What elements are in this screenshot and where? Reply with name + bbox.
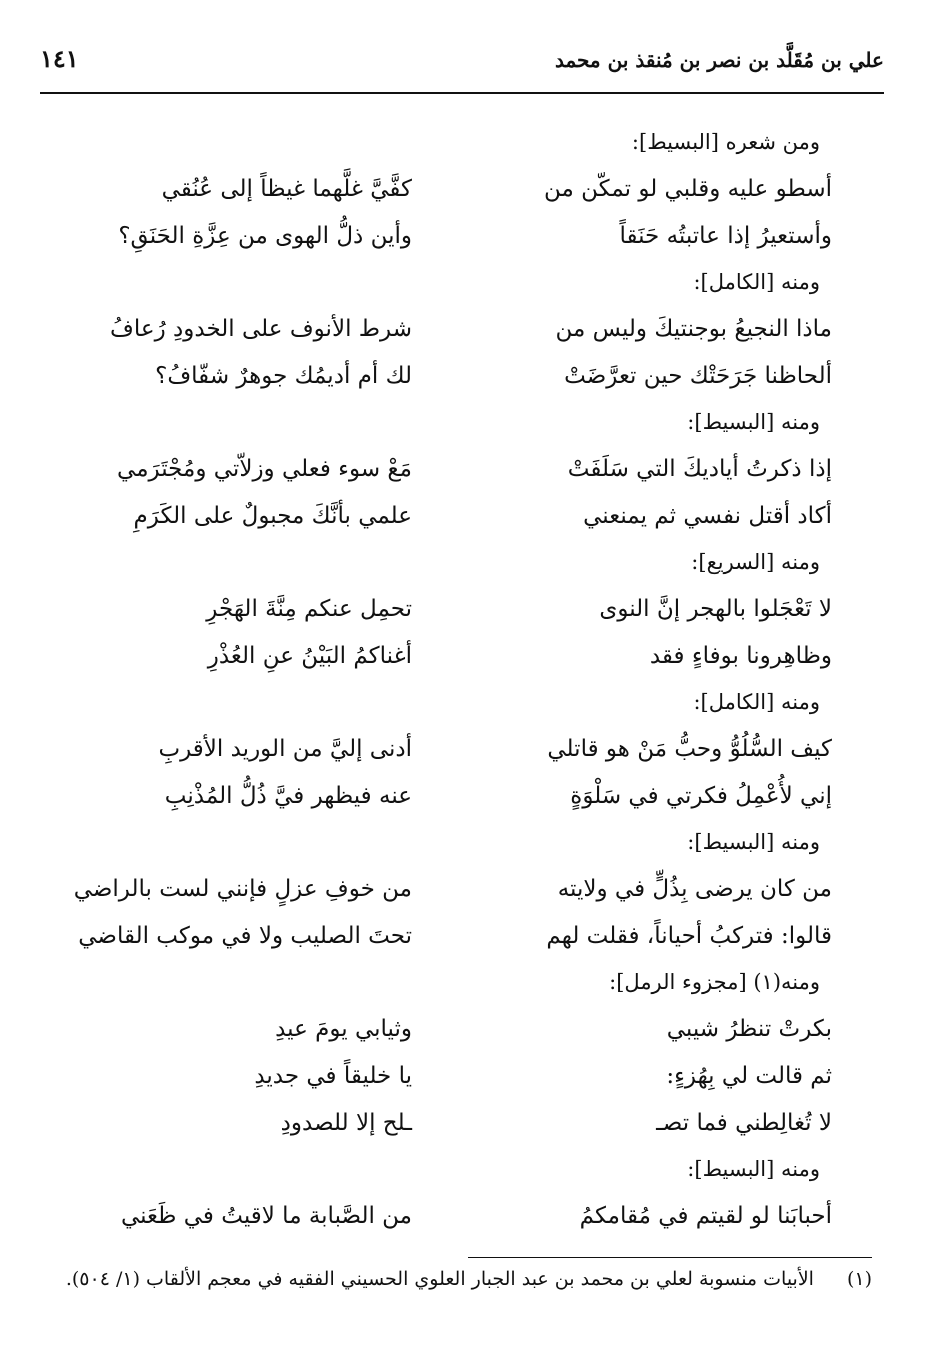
verse-line [70,1006,832,1053]
verse-first-hemistich: وأستعيرُ إذا عاتبتُه حَنَقاً [619,223,832,249]
section-label: ومن شعره [البسيط]: [631,130,820,154]
verse-first-hemistich: لا تُغالِطني فما تصـ [656,1110,832,1136]
page-header [40,42,884,88]
verse-second-hemistich: أغناكمُ البَيْنُ عنِ العُذْرِ [207,643,412,669]
verse-second-hemistich: يا خليقاً في جديدِ [254,1063,412,1089]
verse-first-hemistich: قالوا: فتركبُ أحياناً، فقلت لهم [546,923,832,949]
verse-line [70,493,832,540]
section-label: ومنه [الكامل]: [693,270,820,294]
verse-first-hemistich: أحبابَنا لو لقيتم في مُقامكمُ [579,1203,832,1229]
page-number: ١٤١ [40,44,79,73]
poem-body [70,120,832,1240]
verse-second-hemistich: عنه فيظهر فيَّ ذُلُّ المُذْنِبِ [164,783,412,809]
verse-second-hemistich: مَعْ سوء فعلي وزلاّتي ومُجْتَرَمي [117,456,412,482]
section-label: ومنه [البسيط]: [687,410,820,434]
verse-line [70,446,832,493]
verse-second-hemistich: شرط الأنوف على الخدودِ رُعافُ [110,316,412,342]
section-label: ومنه [الكامل]: [693,690,820,714]
verse-first-hemistich: ماذا النجيعُ بوجنتيكَ وليس من [555,316,832,342]
running-title: علي بن مُقَلَّد بن نصر بن مُنقذ بن محمد [554,48,884,72]
verse-line [70,913,832,960]
verse-second-hemistich: ـلح إلا للصدودِ [280,1110,412,1136]
verse-line [70,773,832,820]
section-label: ومنه [السريع]: [691,550,820,574]
verse-first-hemistich: بكرتْ تنظرُ شيبي [666,1016,832,1042]
verse-line [70,586,832,633]
verse-line [70,1053,832,1100]
verse-first-hemistich: ألحاظنا جَرَحَتْك حين تعرَّضَتْ [564,363,832,389]
verse-second-hemistich: من خوفِ عزلٍ فإنني لست بالراضي [73,876,412,902]
verse-second-hemistich: وثيابي يومَ عيدِ [275,1016,412,1042]
verse-first-hemistich: كيف السُّلُوُّ وحبُّ مَنْ هو قاتلي [547,736,832,762]
footnote-text: الأبيات منسوبة لعلي بن محمد بن عبد الجبار العلوي الحسيني الفقيه في معجم الألقاب (١/ ٥٠٤). [65,1268,814,1290]
verse-second-hemistich: تحمِل عنكم مِنَّةَ الهَجْرِ [206,596,412,622]
verse-first-hemistich: وظاهِرونا بوفاءٍ فقد [649,643,832,669]
verse-second-hemistich: وأين ذلُّ الهوى من عِزَّةِ الحَنَقِ؟ [118,223,412,249]
section-label: ومنه(١) [مجزوء الرمل]: [609,970,820,994]
verse-second-hemistich: كفَّيَّ غلَّهما غيظاً إلى عُنُقي [161,176,412,202]
verse-first-hemistich: من كان يرضى بِذُلٍّ في ولايته [557,876,832,902]
footnote-number: (١) [846,1268,872,1290]
header-rule [40,92,884,94]
verse-second-hemistich: أدنى إليَّ من الوريد الأقربِ [158,736,412,762]
verse-line [70,306,832,353]
verse-line [70,1100,832,1147]
verse-second-hemistich: من الصَّبابة ما لاقيتُ في ظَعَني [120,1203,412,1229]
verse-line [70,353,832,400]
verse-first-hemistich: ثم قالت لي بِهُزءٍ: [666,1063,832,1089]
verse-line [70,1193,832,1240]
verse-first-hemistich: أسطو عليه وقلبي لو تمكّن من [543,176,832,202]
verse-first-hemistich: إذا ذكرتُ أياديكَ التي سَلَفَتْ [567,456,832,482]
verse-first-hemistich: أكاد أقتل نفسي ثم يمنعني [583,503,832,529]
verse-second-hemistich: لك أم أديمُك جوهرٌ شفّافُ؟ [155,363,412,389]
verse-second-hemistich: تحتَ الصليب ولا في موكب القاضي [78,923,412,949]
footnote-rule [468,1257,872,1258]
verse-line [70,726,832,773]
verse-first-hemistich: إني لأُعْمِلُ فكرتي في سَلْوَةٍ [570,783,832,809]
footnote [60,1268,872,1290]
verse-line [70,213,832,260]
verse-first-hemistich: لا تَعْجَلوا بالهجر إنَّ النوى [599,596,832,622]
verse-line [70,633,832,680]
section-label: ومنه [البسيط]: [687,1157,820,1181]
verse-line [70,866,832,913]
verse-second-hemistich: علمي بأنَّكَ مجبولٌ على الكَرَمِ [133,503,412,529]
section-label: ومنه [البسيط]: [687,830,820,854]
verse-line [70,166,832,213]
